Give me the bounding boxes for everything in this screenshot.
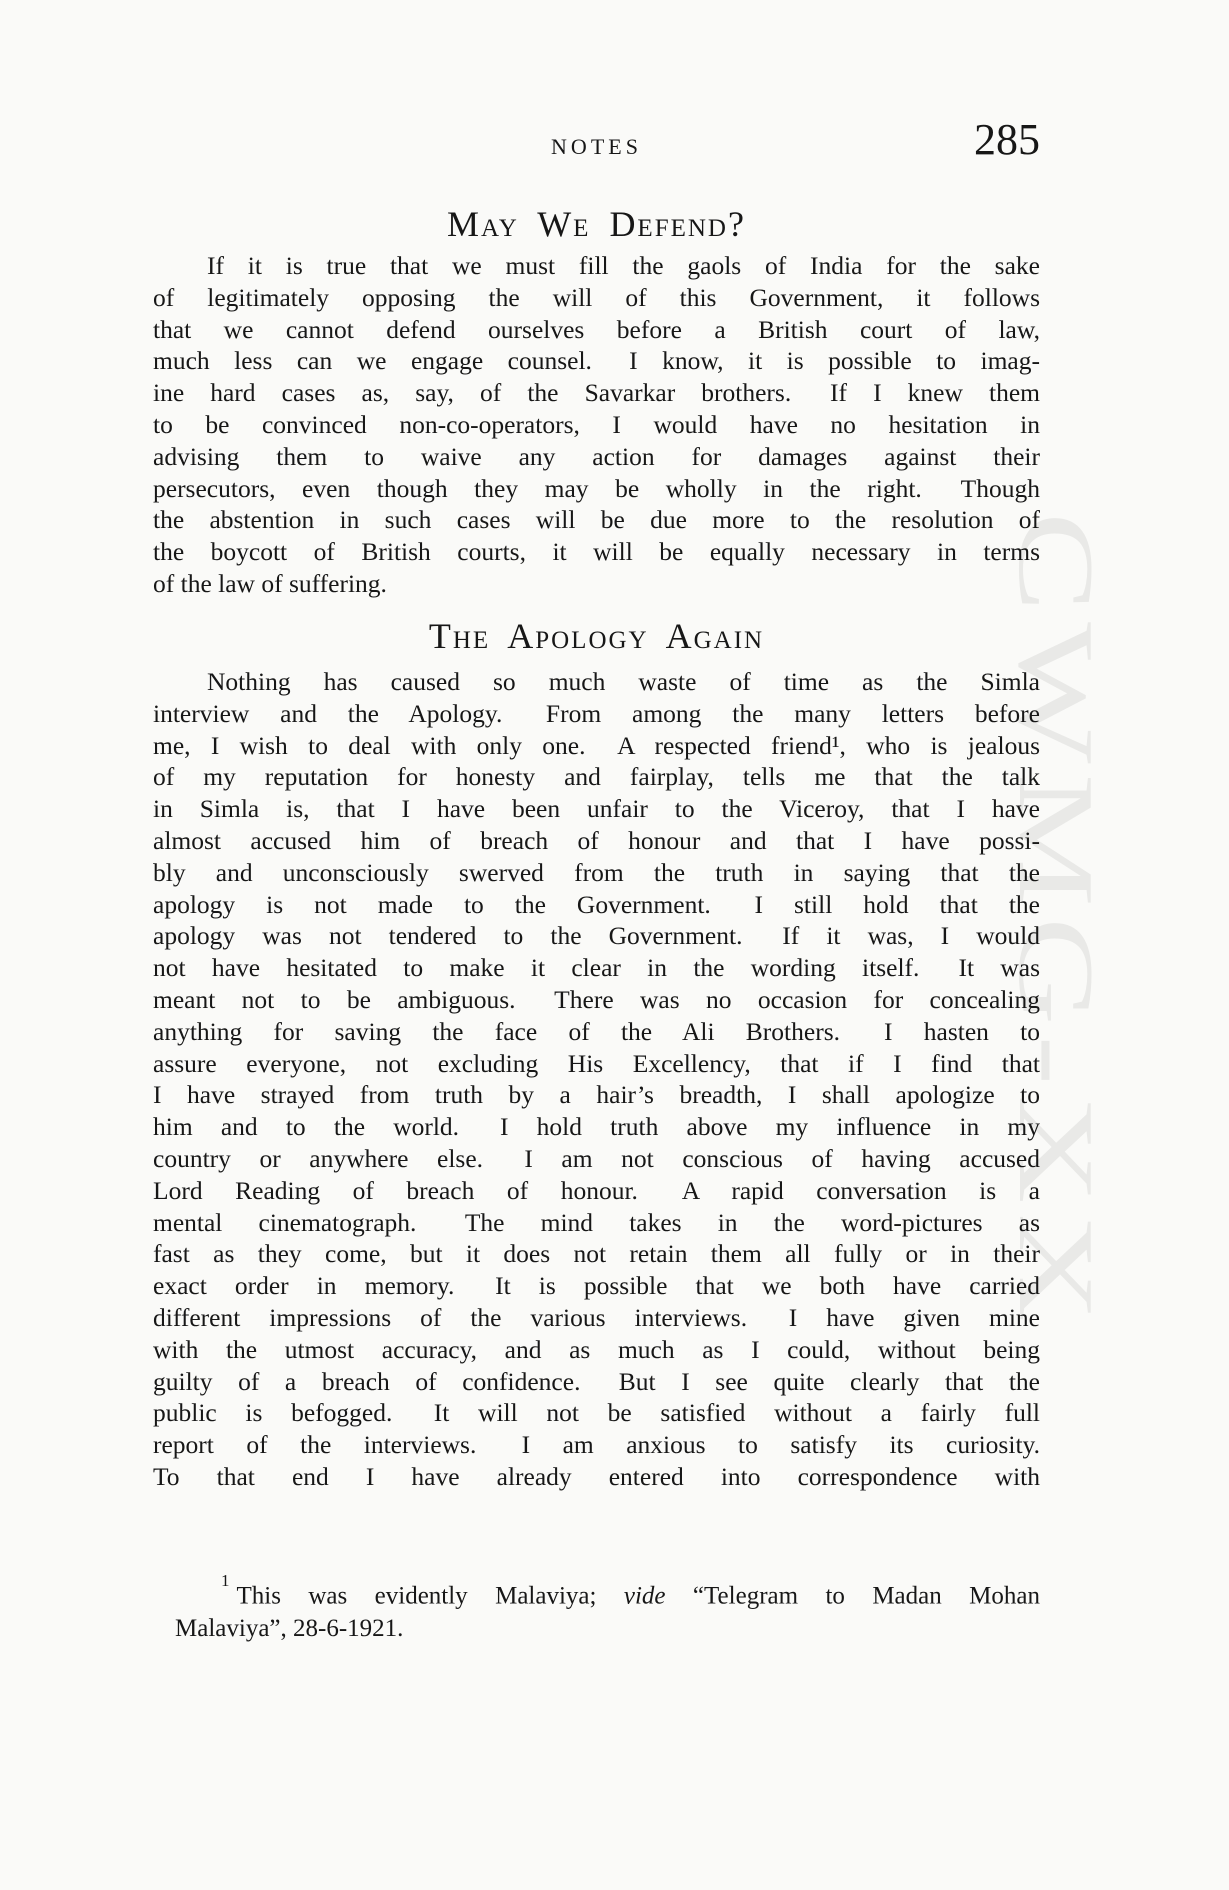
text-line: assure everyone, not excluding His Excellency, that if I find that (153, 1048, 1040, 1078)
footnote-line-1 (175, 1572, 1040, 1612)
text-line: apology is not made to the Government. I still hold that the (153, 889, 1040, 919)
text-line: guilty of a breach of confidence. But I see quite clearly that the (153, 1366, 1040, 1396)
text-line: Lord Reading of breach of honour. A rapid conversation is a (153, 1175, 1040, 1205)
footnote (175, 1572, 1040, 1645)
footnote-text-after-vide: “Telegram to Madan Mohan (665, 1582, 1040, 1610)
text-line: report of the interviews. I am anxious to satisfy its curiosity. (153, 1430, 1040, 1460)
running-title: NOTES (551, 134, 642, 159)
text-line: anything for saving the face of the Ali Brothers. I hasten to (153, 1016, 1040, 1046)
text-line: of the law of suffering. (153, 568, 387, 598)
text-line: of my reputation for honesty and fairplay, tells me that the talk (153, 762, 1040, 792)
section-heading-may-we-defend: May We Defend? (447, 204, 746, 244)
text-line: to be convinced non-co-operators, I would have no hesitation in (153, 409, 1040, 439)
footnote-line-2: Malaviya”, 28-6-1921. (175, 1615, 404, 1643)
text-line: him and to the world. I hold truth above my influence in my (153, 1112, 1040, 1142)
footnote-text-before-vide: This was evidently Malaviya; (236, 1582, 624, 1610)
text-line: of legitimately opposing the will of this Government, it follows (153, 282, 1040, 312)
text-line: fast as they come, but it does not retain them all fully or in their (153, 1239, 1040, 1269)
text-line: mental cinematograph. The mind takes in the word-pictures as (153, 1207, 1040, 1237)
text-line: persecutors, even though they may be wholly in the right. Though (153, 473, 1040, 503)
text-line: apology was not tendered to the Government. If it was, I would (153, 921, 1040, 951)
paragraph-the-apology-again (153, 666, 1040, 1493)
footnote-marker: 1 (221, 1571, 230, 1590)
text-line: Nothing has caused so much waste of time as the Simla (207, 667, 1040, 696)
text-line: I have strayed from truth by a hair’s breadth, I shall apologize to (153, 1080, 1040, 1110)
page-number: 285 (974, 115, 1040, 164)
section-heading-the-apology-again: The Apology Again (428, 616, 765, 656)
text-line: To that end I have already entered into correspondence with (153, 1461, 1040, 1491)
text-line: much less can we engage counsel. I know, it is possible to imag- (153, 346, 1040, 376)
text-line: ine hard cases as, say, of the Savarkar brothers. If I knew them (153, 378, 1040, 408)
text-line: country or anywhere else. I am not conscious of having accused (153, 1143, 1040, 1173)
text-line: meant not to be ambiguous. There was no occasion for concealing (153, 984, 1040, 1014)
text-line: different impressions of the various interviews. I have given mine (153, 1302, 1040, 1332)
text-line: in Simla is, that I have been unfair to the Viceroy, that I have (153, 794, 1040, 824)
text-line: not have hesitated to make it clear in the wording itself. It was (153, 953, 1040, 983)
text-line: the boycott of British courts, it will be equally necessary in terms (153, 537, 1040, 567)
text-line: public is befogged. It will not be satisfied without a fairly full (153, 1398, 1040, 1428)
paragraph-may-we-defend (153, 250, 1040, 600)
text-line: interview and the Apology. From among the many letters before (153, 698, 1040, 728)
text-line: me, I wish to deal with only one. A respected friend¹, who is jealous (153, 730, 1040, 760)
text-line: If it is true that we must fill the gaols of India for the sake (207, 251, 1040, 280)
text-line: exact order in memory. It is possible that we both have carried (153, 1271, 1040, 1301)
footnote-vide-italic: vide (623, 1582, 666, 1610)
text-line: with the utmost accuracy, and as much as I could, without being (153, 1334, 1040, 1364)
text-line: advising them to waive any action for damages against their (153, 441, 1040, 471)
text-line: the abstention in such cases will be due more to the resolution of (153, 505, 1040, 535)
text-line: that we cannot defend ourselves before a British court of law, (153, 314, 1040, 344)
cwmg-volume-watermark: CWMG-XX (996, 512, 1116, 1332)
text-line: almost accused him of breach of honour and that I have possi- (153, 825, 1040, 855)
text-line: bly and unconsciously swerved from the truth in saying that the (153, 857, 1040, 887)
